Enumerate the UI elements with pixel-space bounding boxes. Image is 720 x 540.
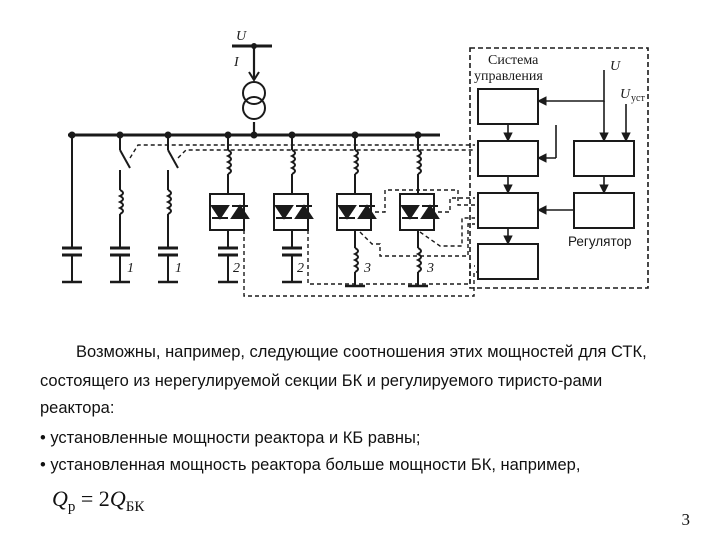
- control-lines: [130, 145, 478, 296]
- tcr-branch-a: [210, 135, 248, 282]
- regulator-label: Регулятор: [568, 234, 632, 249]
- branch-label: 1: [175, 261, 182, 276]
- bullet-item: • установленные мощности реактора и КБ равны;: [40, 429, 421, 447]
- setpoint-label: U: [620, 87, 631, 102]
- setpoint-subscript: уст: [631, 93, 645, 104]
- branch-label: 1: [127, 261, 134, 276]
- transformer-label: I: [234, 55, 239, 70]
- page-number: 3: [681, 510, 690, 529]
- formula-operator: = 2: [75, 486, 110, 511]
- paragraph-line: Возможны, например, следующие соотношения этих мощностей для СТК,: [76, 343, 647, 361]
- capacitor-bank-branch: [62, 135, 82, 282]
- formula-symbol: Q: [109, 486, 126, 511]
- control-system-label: Система: [488, 53, 539, 68]
- bullet-item: • установленная мощность реактора больше мощности БК, например,: [40, 456, 581, 474]
- branch-label: 2: [297, 261, 304, 276]
- supply-voltage-label: U: [236, 29, 247, 44]
- formula-subscript: р: [67, 499, 76, 515]
- branch-label: 2: [233, 261, 240, 276]
- control-blocks: [478, 89, 634, 279]
- filter-branch-1b: [158, 135, 178, 282]
- formula-symbol: Q: [52, 486, 68, 511]
- control-system-label: управления: [474, 69, 543, 84]
- power-ratio-formula: [52, 486, 144, 516]
- filter-branch-1: [110, 135, 130, 282]
- control-input-label: U: [610, 59, 621, 74]
- branch-label: 3: [427, 261, 434, 276]
- branch-labels: [127, 261, 434, 276]
- tcr-branch-b: [274, 135, 312, 282]
- transformer-icon: [243, 72, 265, 119]
- branch-label: 3: [364, 261, 371, 276]
- paragraph-line: состоящего из нерегулируемой секции БК и регулируемого тиристо-рами: [40, 372, 603, 390]
- formula-subscript: БК: [125, 499, 145, 515]
- paragraph-line: реактора:: [40, 399, 115, 417]
